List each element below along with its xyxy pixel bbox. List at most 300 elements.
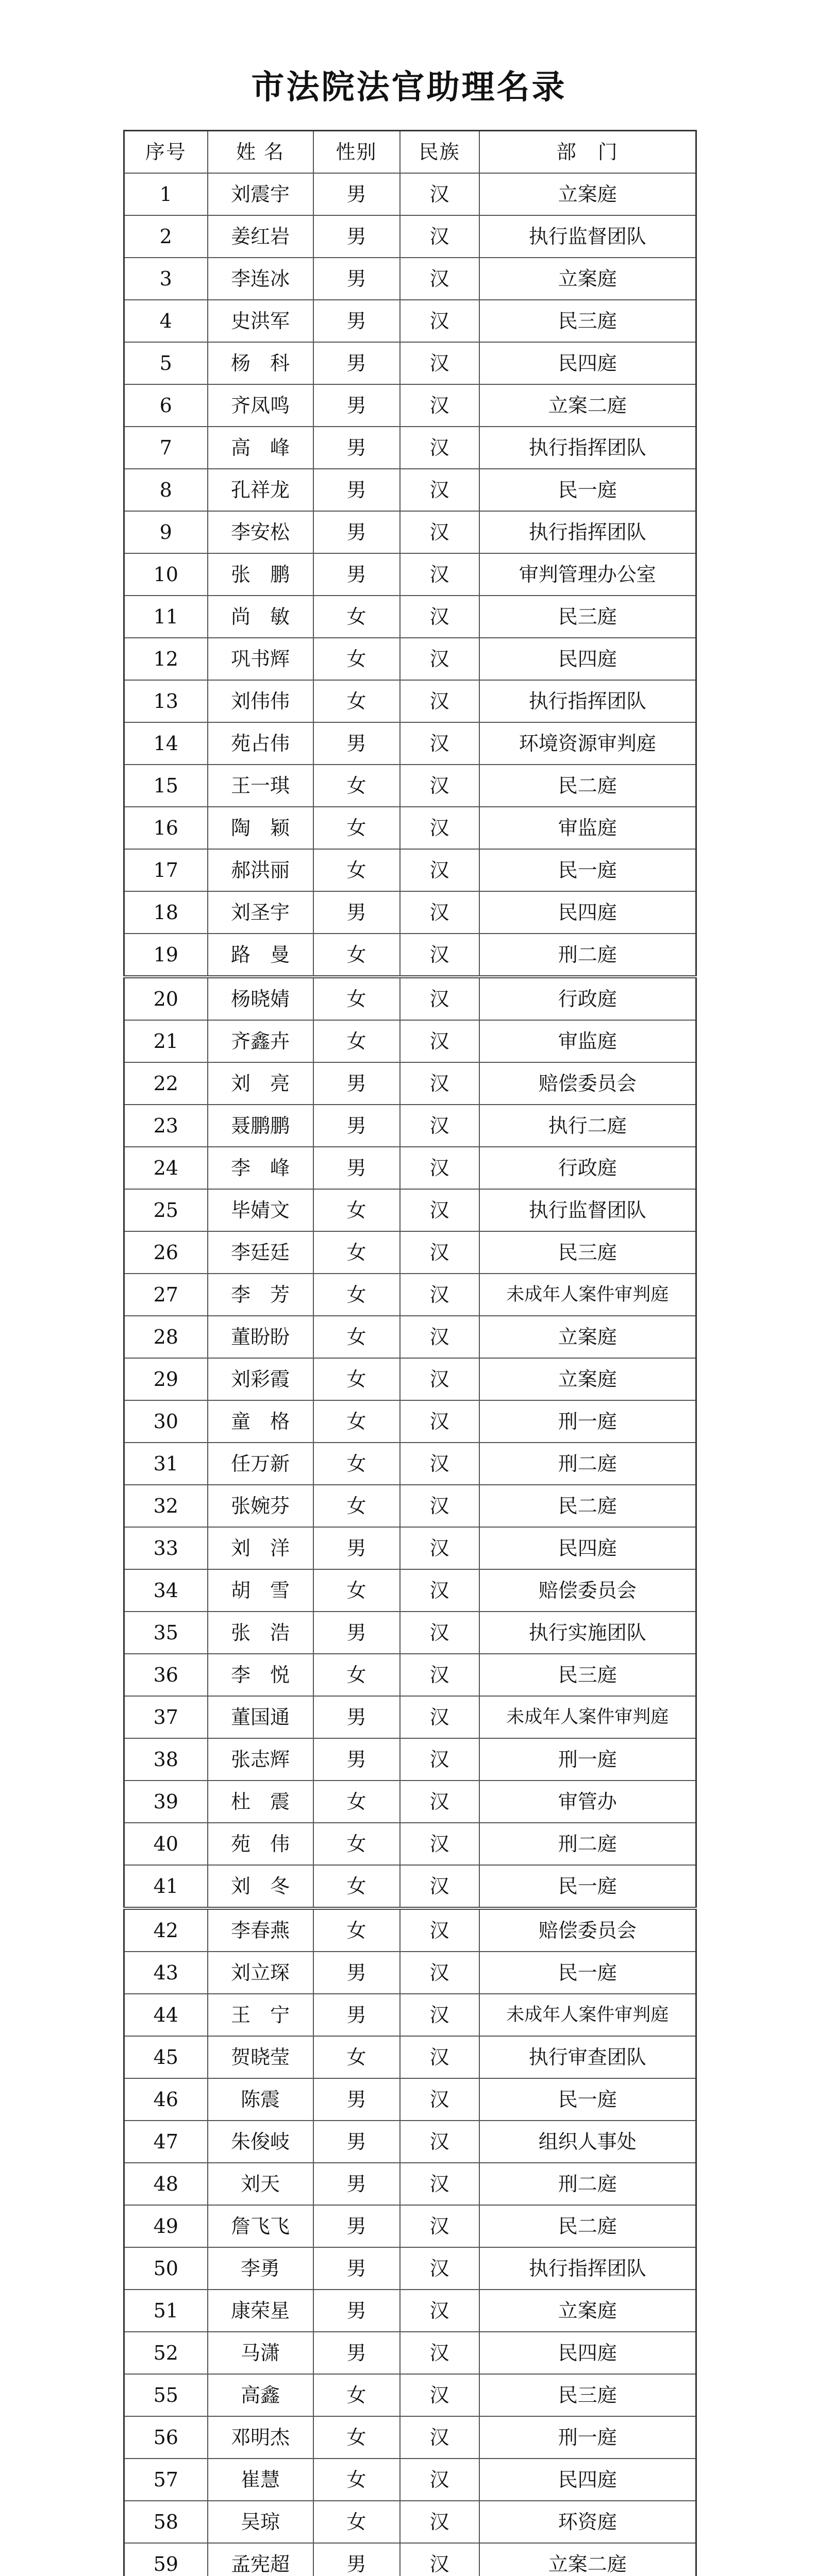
- table-row: [124, 1274, 696, 1316]
- cell-name: 路 曼: [208, 934, 313, 977]
- cell-gender: 男: [313, 215, 400, 258]
- table-row: [124, 1105, 696, 1147]
- table-row: [124, 977, 696, 1020]
- cell-number: 24: [124, 1147, 208, 1189]
- cell-gender: 男: [313, 2543, 400, 2576]
- cell-ethnicity: 汉: [400, 891, 479, 934]
- cell-name: 聂鹏鹏: [208, 1105, 313, 1147]
- cell-gender: 男: [313, 511, 400, 553]
- cell-department: 立案庭: [479, 2290, 696, 2332]
- cell-department: 组织人事处: [479, 2121, 696, 2163]
- cell-gender: 男: [313, 1105, 400, 1147]
- cell-name: 史洪军: [208, 300, 313, 342]
- cell-ethnicity: 汉: [400, 1358, 479, 1400]
- cell-name: 尚 敏: [208, 596, 313, 638]
- cell-ethnicity: 汉: [400, 300, 479, 342]
- cell-department: 民二庭: [479, 2205, 696, 2247]
- cell-name: 陶 颖: [208, 807, 313, 849]
- cell-gender: 男: [313, 384, 400, 427]
- cell-number: 11: [124, 596, 208, 638]
- cell-ethnicity: 汉: [400, 469, 479, 511]
- cell-ethnicity: 汉: [400, 173, 479, 215]
- cell-name: 李 峰: [208, 1147, 313, 1189]
- cell-department: 刑一庭: [479, 1738, 696, 1781]
- cell-gender: 女: [313, 1908, 400, 1952]
- cell-number: 23: [124, 1105, 208, 1147]
- cell-number: 39: [124, 1781, 208, 1823]
- cell-gender: 男: [313, 427, 400, 469]
- cell-name: 李廷廷: [208, 1231, 313, 1274]
- cell-department: 执行二庭: [479, 1105, 696, 1147]
- cell-ethnicity: 汉: [400, 2290, 479, 2332]
- cell-name: 马潇: [208, 2332, 313, 2374]
- cell-name: 刘 洋: [208, 1527, 313, 1569]
- cell-gender: 女: [313, 2416, 400, 2459]
- cell-department: 民四庭: [479, 2459, 696, 2501]
- cell-gender: 男: [313, 1612, 400, 1654]
- cell-gender: 男: [313, 1147, 400, 1189]
- cell-name: 詹飞飞: [208, 2205, 313, 2247]
- cell-ethnicity: 汉: [400, 1865, 479, 1908]
- cell-number: 15: [124, 765, 208, 807]
- cell-gender: 男: [313, 2121, 400, 2163]
- cell-name: 贺晓莹: [208, 2036, 313, 2078]
- cell-name: 张 浩: [208, 1612, 313, 1654]
- cell-number: 38: [124, 1738, 208, 1781]
- cell-number: 27: [124, 1274, 208, 1316]
- cell-department: 民一庭: [479, 849, 696, 891]
- cell-name: 姜红岩: [208, 215, 313, 258]
- table-row: [124, 215, 696, 258]
- cell-department: 立案庭: [479, 258, 696, 300]
- cell-name: 陈震: [208, 2078, 313, 2121]
- cell-ethnicity: 汉: [400, 977, 479, 1020]
- cell-gender: 女: [313, 1485, 400, 1527]
- cell-gender: 男: [313, 2247, 400, 2290]
- cell-name: 郝洪丽: [208, 849, 313, 891]
- cell-number: 7: [124, 427, 208, 469]
- cell-name: 苑 伟: [208, 1823, 313, 1865]
- cell-name: 刘 冬: [208, 1865, 313, 1908]
- cell-number: 57: [124, 2459, 208, 2501]
- table-row: [124, 1062, 696, 1105]
- cell-number: 29: [124, 1358, 208, 1400]
- table-row: [124, 469, 696, 511]
- table-row: [124, 2078, 696, 2121]
- cell-name: 杨 科: [208, 342, 313, 384]
- table-row: [124, 891, 696, 934]
- cell-number: 44: [124, 1994, 208, 2036]
- cell-ethnicity: 汉: [400, 2459, 479, 2501]
- cell-number: 52: [124, 2332, 208, 2374]
- cell-department: 执行监督团队: [479, 1189, 696, 1231]
- cell-name: 胡 雪: [208, 1569, 313, 1612]
- cell-department: 立案庭: [479, 1316, 696, 1358]
- cell-number: 50: [124, 2247, 208, 2290]
- cell-ethnicity: 汉: [400, 2121, 479, 2163]
- table-row: [124, 511, 696, 553]
- cell-gender: 男: [313, 1952, 400, 1994]
- cell-department: 民四庭: [479, 1527, 696, 1569]
- cell-name: 张志辉: [208, 1738, 313, 1781]
- table-row: [124, 680, 696, 722]
- cell-number: 36: [124, 1654, 208, 1696]
- cell-ethnicity: 汉: [400, 1696, 479, 1738]
- cell-number: 16: [124, 807, 208, 849]
- cell-gender: 男: [313, 1738, 400, 1781]
- cell-department: 行政庭: [479, 977, 696, 1020]
- cell-ethnicity: 汉: [400, 1443, 479, 1485]
- cell-name: 毕婧文: [208, 1189, 313, 1231]
- cell-ethnicity: 汉: [400, 2501, 479, 2543]
- cell-department: 民四庭: [479, 891, 696, 934]
- cell-department: 民一庭: [479, 1865, 696, 1908]
- table-row: [124, 2374, 696, 2416]
- table-row: [124, 2290, 696, 2332]
- cell-ethnicity: 汉: [400, 2332, 479, 2374]
- cell-gender: 女: [313, 2501, 400, 2543]
- cell-ethnicity: 汉: [400, 1654, 479, 1696]
- roster-table: [123, 130, 697, 2576]
- table-row: [124, 849, 696, 891]
- cell-gender: 女: [313, 1400, 400, 1443]
- cell-department: 刑二庭: [479, 2163, 696, 2205]
- cell-ethnicity: 汉: [400, 1569, 479, 1612]
- cell-name: 李勇: [208, 2247, 313, 2290]
- cell-gender: 女: [313, 680, 400, 722]
- cell-number: 28: [124, 1316, 208, 1358]
- cell-department: 未成年人案件审判庭: [479, 1696, 696, 1738]
- table-header: [124, 131, 696, 174]
- column-header-ethnicity: 民族: [400, 131, 479, 174]
- cell-number: 8: [124, 469, 208, 511]
- cell-name: 杨晓婧: [208, 977, 313, 1020]
- cell-department: 民二庭: [479, 765, 696, 807]
- cell-name: 吴琼: [208, 2501, 313, 2543]
- table-row: [124, 1527, 696, 1569]
- cell-ethnicity: 汉: [400, 1316, 479, 1358]
- cell-department: 审监庭: [479, 1020, 696, 1062]
- cell-ethnicity: 汉: [400, 807, 479, 849]
- cell-name: 童 格: [208, 1400, 313, 1443]
- cell-name: 王 宁: [208, 1994, 313, 2036]
- cell-name: 刘立琛: [208, 1952, 313, 1994]
- cell-number: 12: [124, 638, 208, 680]
- cell-department: 执行监督团队: [479, 215, 696, 258]
- cell-name: 齐鑫卉: [208, 1020, 313, 1062]
- table-row: [124, 173, 696, 215]
- cell-number: 35: [124, 1612, 208, 1654]
- cell-gender: 女: [313, 1781, 400, 1823]
- cell-ethnicity: 汉: [400, 1612, 479, 1654]
- cell-ethnicity: 汉: [400, 258, 479, 300]
- cell-name: 孔祥龙: [208, 469, 313, 511]
- cell-department: 环资庭: [479, 2501, 696, 2543]
- cell-gender: 女: [313, 1316, 400, 1358]
- cell-number: 58: [124, 2501, 208, 2543]
- cell-ethnicity: 汉: [400, 1738, 479, 1781]
- table-row: [124, 2247, 696, 2290]
- cell-name: 齐凤鸣: [208, 384, 313, 427]
- cell-name: 高 峰: [208, 427, 313, 469]
- table-row: [124, 638, 696, 680]
- cell-gender: 女: [313, 1569, 400, 1612]
- cell-ethnicity: 汉: [400, 2036, 479, 2078]
- table-row: [124, 1358, 696, 1400]
- cell-number: 31: [124, 1443, 208, 1485]
- cell-department: 审管办: [479, 1781, 696, 1823]
- cell-department: 刑二庭: [479, 934, 696, 977]
- cell-ethnicity: 汉: [400, 849, 479, 891]
- table-row: [124, 1738, 696, 1781]
- cell-name: 李 悦: [208, 1654, 313, 1696]
- page-title: 市法院法官助理名录: [251, 68, 567, 107]
- cell-department: 立案二庭: [479, 384, 696, 427]
- cell-ethnicity: 汉: [400, 1105, 479, 1147]
- cell-ethnicity: 汉: [400, 722, 479, 765]
- cell-department: 执行指挥团队: [479, 2247, 696, 2290]
- cell-name: 康荣星: [208, 2290, 313, 2332]
- cell-department: 刑一庭: [479, 1400, 696, 1443]
- cell-number: 40: [124, 1823, 208, 1865]
- cell-ethnicity: 汉: [400, 215, 479, 258]
- cell-department: 立案二庭: [479, 2543, 696, 2576]
- cell-gender: 女: [313, 934, 400, 977]
- cell-number: 59: [124, 2543, 208, 2576]
- cell-gender: 女: [313, 1865, 400, 1908]
- cell-department: 刑二庭: [479, 1823, 696, 1865]
- column-header-department: 部 门: [479, 131, 696, 174]
- table-row: [124, 2543, 696, 2576]
- cell-gender: 男: [313, 300, 400, 342]
- cell-department: 赔偿委员会: [479, 1062, 696, 1105]
- cell-department: 民四庭: [479, 342, 696, 384]
- cell-gender: 男: [313, 2290, 400, 2332]
- cell-gender: 女: [313, 1274, 400, 1316]
- cell-ethnicity: 汉: [400, 2205, 479, 2247]
- cell-department: 环境资源审判庭: [479, 722, 696, 765]
- cell-gender: 男: [313, 1527, 400, 1569]
- cell-gender: 男: [313, 2163, 400, 2205]
- cell-gender: 男: [313, 1696, 400, 1738]
- cell-department: 民一庭: [479, 2078, 696, 2121]
- cell-name: 巩书辉: [208, 638, 313, 680]
- cell-number: 6: [124, 384, 208, 427]
- table-row: [124, 1400, 696, 1443]
- cell-department: 立案庭: [479, 173, 696, 215]
- cell-name: 朱俊岐: [208, 2121, 313, 2163]
- cell-department: 民三庭: [479, 1231, 696, 1274]
- cell-number: 32: [124, 1485, 208, 1527]
- cell-gender: 女: [313, 596, 400, 638]
- cell-gender: 女: [313, 2459, 400, 2501]
- cell-number: 26: [124, 1231, 208, 1274]
- cell-gender: 女: [313, 1020, 400, 1062]
- cell-number: 22: [124, 1062, 208, 1105]
- cell-ethnicity: 汉: [400, 680, 479, 722]
- cell-number: 10: [124, 553, 208, 596]
- table-row: [124, 807, 696, 849]
- cell-gender: 女: [313, 807, 400, 849]
- cell-number: 37: [124, 1696, 208, 1738]
- cell-gender: 女: [313, 849, 400, 891]
- cell-name: 刘彩霞: [208, 1358, 313, 1400]
- cell-number: 30: [124, 1400, 208, 1443]
- cell-number: 20: [124, 977, 208, 1020]
- cell-gender: 女: [313, 2036, 400, 2078]
- cell-name: 李连冰: [208, 258, 313, 300]
- cell-number: 49: [124, 2205, 208, 2247]
- table-row: [124, 722, 696, 765]
- cell-name: 张婉芬: [208, 1485, 313, 1527]
- table-row: [124, 1020, 696, 1062]
- table-row: [124, 1952, 696, 1994]
- table-row: [124, 2416, 696, 2459]
- cell-name: 董盼盼: [208, 1316, 313, 1358]
- cell-ethnicity: 汉: [400, 1400, 479, 1443]
- cell-number: 21: [124, 1020, 208, 1062]
- cell-ethnicity: 汉: [400, 1189, 479, 1231]
- cell-department: 行政庭: [479, 1147, 696, 1189]
- cell-name: 王一琪: [208, 765, 313, 807]
- cell-ethnicity: 汉: [400, 1147, 479, 1189]
- table-row: [124, 2332, 696, 2374]
- cell-name: 李安松: [208, 511, 313, 553]
- cell-name: 孟宪超: [208, 2543, 313, 2576]
- cell-department: 民二庭: [479, 1485, 696, 1527]
- cell-ethnicity: 汉: [400, 638, 479, 680]
- cell-name: 刘震宇: [208, 173, 313, 215]
- cell-ethnicity: 汉: [400, 2416, 479, 2459]
- table-row: [124, 1612, 696, 1654]
- cell-gender: 女: [313, 638, 400, 680]
- cell-ethnicity: 汉: [400, 765, 479, 807]
- cell-number: 48: [124, 2163, 208, 2205]
- column-header-name: 姓 名: [208, 131, 313, 174]
- cell-name: 董国通: [208, 1696, 313, 1738]
- table-row: [124, 765, 696, 807]
- cell-ethnicity: 汉: [400, 2078, 479, 2121]
- cell-ethnicity: 汉: [400, 1020, 479, 1062]
- cell-gender: 男: [313, 891, 400, 934]
- cell-ethnicity: 汉: [400, 1062, 479, 1105]
- cell-department: 立案庭: [479, 1358, 696, 1400]
- cell-ethnicity: 汉: [400, 2163, 479, 2205]
- cell-department: 执行审查团队: [479, 2036, 696, 2078]
- cell-number: 18: [124, 891, 208, 934]
- table-row: [124, 2121, 696, 2163]
- cell-number: 9: [124, 511, 208, 553]
- cell-gender: 女: [313, 1443, 400, 1485]
- table-row: [124, 384, 696, 427]
- cell-gender: 女: [313, 1654, 400, 1696]
- cell-gender: 男: [313, 258, 400, 300]
- cell-gender: 女: [313, 1231, 400, 1274]
- cell-gender: 男: [313, 173, 400, 215]
- cell-department: 执行指挥团队: [479, 427, 696, 469]
- cell-ethnicity: 汉: [400, 934, 479, 977]
- table-body: [124, 173, 696, 2576]
- cell-number: 4: [124, 300, 208, 342]
- table-row: [124, 2036, 696, 2078]
- cell-name: 刘伟伟: [208, 680, 313, 722]
- cell-name: 苑占伟: [208, 722, 313, 765]
- cell-department: 审监庭: [479, 807, 696, 849]
- cell-department: 审判管理办公室: [479, 553, 696, 596]
- cell-gender: 女: [313, 1358, 400, 1400]
- cell-name: 刘天: [208, 2163, 313, 2205]
- column-header-gender: 性别: [313, 131, 400, 174]
- cell-gender: 男: [313, 2078, 400, 2121]
- cell-name: 刘 亮: [208, 1062, 313, 1105]
- column-header-number: 序号: [124, 131, 208, 174]
- table-row: [124, 2163, 696, 2205]
- cell-name: 邓明杰: [208, 2416, 313, 2459]
- cell-department: 民四庭: [479, 2332, 696, 2374]
- cell-department: 民三庭: [479, 300, 696, 342]
- cell-number: 46: [124, 2078, 208, 2121]
- cell-ethnicity: 汉: [400, 1485, 479, 1527]
- cell-ethnicity: 汉: [400, 2247, 479, 2290]
- cell-gender: 男: [313, 342, 400, 384]
- cell-number: 17: [124, 849, 208, 891]
- table-row: [124, 1316, 696, 1358]
- cell-number: 51: [124, 2290, 208, 2332]
- cell-gender: 男: [313, 2205, 400, 2247]
- cell-name: 李春燕: [208, 1908, 313, 1952]
- cell-department: 刑一庭: [479, 2416, 696, 2459]
- table-row: [124, 1781, 696, 1823]
- cell-gender: 女: [313, 765, 400, 807]
- cell-department: 民一庭: [479, 469, 696, 511]
- table-row: [124, 2501, 696, 2543]
- cell-number: 42: [124, 1908, 208, 1952]
- cell-number: 5: [124, 342, 208, 384]
- cell-department: 民四庭: [479, 638, 696, 680]
- table-row: [124, 1865, 696, 1908]
- cell-number: 3: [124, 258, 208, 300]
- cell-number: 34: [124, 1569, 208, 1612]
- cell-ethnicity: 汉: [400, 2543, 479, 2576]
- table-row: [124, 553, 696, 596]
- cell-ethnicity: 汉: [400, 1527, 479, 1569]
- cell-department: 未成年人案件审判庭: [479, 1994, 696, 2036]
- cell-number: 43: [124, 1952, 208, 1994]
- cell-name: 任万新: [208, 1443, 313, 1485]
- cell-number: 19: [124, 934, 208, 977]
- cell-number: 2: [124, 215, 208, 258]
- cell-name: 刘圣宇: [208, 891, 313, 934]
- cell-gender: 男: [313, 1994, 400, 2036]
- cell-name: 李 芳: [208, 1274, 313, 1316]
- table-row: [124, 2205, 696, 2247]
- cell-department: 执行指挥团队: [479, 680, 696, 722]
- cell-ethnicity: 汉: [400, 1952, 479, 1994]
- table-row: [124, 1147, 696, 1189]
- table-row: [124, 596, 696, 638]
- cell-number: 55: [124, 2374, 208, 2416]
- cell-department: 民三庭: [479, 2374, 696, 2416]
- cell-gender: 女: [313, 2374, 400, 2416]
- table-row: [124, 300, 696, 342]
- cell-number: 14: [124, 722, 208, 765]
- table-row: [124, 1231, 696, 1274]
- table-row: [124, 1908, 696, 1952]
- cell-ethnicity: 汉: [400, 553, 479, 596]
- table-row: [124, 1823, 696, 1865]
- table-row: [124, 1696, 696, 1738]
- cell-ethnicity: 汉: [400, 2374, 479, 2416]
